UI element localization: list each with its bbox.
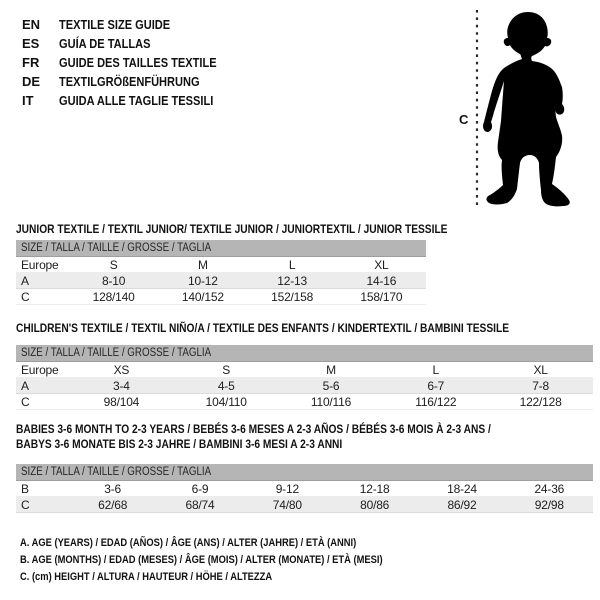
table-row — [16, 481, 593, 497]
table-cell: 140/152 — [181, 289, 224, 304]
lang-row-es — [22, 34, 244, 53]
table-cell: 12-13 — [277, 273, 307, 288]
footnote-b — [20, 552, 447, 569]
height-label-c: C — [459, 112, 469, 127]
table-cell: 68/74 — [185, 497, 215, 512]
table-size-header — [16, 240, 426, 257]
lang-row-de — [22, 72, 244, 91]
table-cell: 104/110 — [205, 394, 247, 409]
row-label: Europe — [21, 257, 59, 272]
table-size-header — [16, 464, 593, 481]
table-cell: 74/80 — [272, 497, 302, 512]
table-cell: 9-12 — [275, 481, 299, 496]
lang-label: GUÍA DE TALLAS — [59, 36, 151, 51]
table-size-header-text: SIZE / TALLA / TAILLE / GRÖSSE / TAGLIA — [21, 466, 212, 478]
footnote-text: C. (cm) HEIGHT / ALTURA / HAUTEUR / HÖHE / ALTEZZA — [20, 571, 273, 583]
size-table-children — [16, 345, 593, 410]
lang-code: FR — [22, 55, 40, 70]
table-row — [16, 497, 593, 513]
baby-silhouette — [483, 12, 570, 206]
footnote-a — [20, 535, 447, 552]
row-label: C — [21, 497, 30, 512]
table-cell: L — [288, 257, 296, 272]
lang-label: GUIDA ALLE TAGLIE TESSILI — [59, 93, 214, 108]
table-row — [16, 378, 593, 394]
table-cell: M — [326, 362, 336, 377]
table-cell: XL — [374, 257, 389, 272]
lang-code: EN — [22, 17, 41, 32]
lang-label: TEXTILGRÖßENFÜHRUNG — [59, 74, 200, 89]
table-cell: 12-18 — [359, 481, 390, 496]
lang-row-it — [22, 91, 244, 110]
footnote-text: A. AGE (YEARS) / EDAD (AÑOS) / ÂGE (ANS) / ALTER (JAHRE) / ETÀ (ANNI) — [20, 537, 357, 549]
table-size-header — [16, 345, 593, 362]
section-babies — [16, 422, 593, 513]
table-cell: 4-5 — [217, 378, 235, 393]
table-cell: 80/86 — [360, 497, 390, 512]
footnote-text: B. AGE (MONTHS) / EDAD (MESES) / ÂGE (MOIS) / ALTER (MONATE) / ETÀ (MESI) — [20, 554, 383, 566]
size-table-babies — [16, 464, 593, 513]
table-cell: 152/158 — [271, 289, 314, 304]
section-title — [16, 222, 448, 237]
section-children — [16, 321, 593, 410]
baby-height-figure — [450, 5, 576, 210]
table-cell: 6-7 — [427, 378, 445, 393]
section-title — [16, 422, 593, 452]
table-cell: 7-8 — [532, 378, 549, 393]
table-row — [16, 257, 426, 273]
lang-code: DE — [22, 74, 41, 89]
table-size-header-text: SIZE / TALLA / TAILLE / GRÖSSE / TAGLIA — [21, 242, 212, 254]
table-size-header-text: SIZE / TALLA / TAILLE / GRÖSSE / TAGLIA — [21, 347, 212, 359]
baby-figure-svg — [450, 5, 576, 210]
lang-row-en — [22, 15, 244, 34]
table-cell: 14-16 — [366, 273, 397, 288]
section-title-text: JUNIOR TEXTILE / TEXTIL JUNIOR/ TEXTILE JUNIOR / JUNIORTEXTIL / JUNIOR TESSILE — [16, 222, 448, 236]
lang-row-fr — [22, 53, 244, 72]
lang-code: IT — [22, 93, 34, 108]
table-cell: 62/68 — [98, 497, 128, 512]
table-cell: 10-12 — [188, 273, 218, 288]
section-title-text: BABIES 3-6 MONTH TO 2-3 YEARS / BEBÉS 3-6 MESES A 2-3 AÑOS / BÉBÉS 3-6 MOIS À 2-3 ANS / — [16, 422, 491, 436]
table-row — [16, 289, 426, 305]
language-header — [22, 15, 244, 110]
table-row — [16, 273, 426, 289]
row-label: Europe — [21, 362, 59, 377]
table-cell: 3-4 — [113, 378, 130, 393]
footnote-c — [20, 569, 447, 586]
table-row — [16, 362, 593, 378]
footnotes — [20, 535, 447, 586]
table-cell: S — [109, 257, 118, 272]
table-cell: 86/92 — [447, 497, 477, 512]
section-title-text-line2: BABYS 3-6 MONATE BIS 2-3 JAHRE / BAMBINI 3-6 MESI A 2-3 ANNI — [16, 437, 343, 451]
table-cell: 24-36 — [534, 481, 565, 496]
table-cell: 5-6 — [322, 378, 340, 393]
table-cell: XL — [533, 362, 548, 377]
table-cell: 18-24 — [447, 481, 477, 496]
row-label: B — [21, 481, 29, 496]
row-label: A — [21, 273, 29, 288]
table-row — [16, 394, 593, 410]
table-cell: S — [222, 362, 231, 377]
size-table-junior — [16, 240, 426, 305]
table-cell: XS — [113, 362, 130, 377]
lang-label: GUIDE DES TAILLES TEXTILE — [59, 55, 217, 70]
table-cell: 6-9 — [191, 481, 209, 496]
section-title — [16, 321, 593, 336]
table-cell: 110/116 — [310, 394, 352, 409]
row-label: C — [21, 289, 30, 304]
table-cell: 92/98 — [534, 497, 564, 512]
section-title-text: CHILDREN'S TEXTILE / TEXTIL NIÑO/A / TEXTILE DES ENFANTS / KINDERTEXTIL / BAMBINI TESSILE — [16, 321, 510, 335]
table-cell: 116/122 — [415, 394, 457, 409]
section-junior — [16, 222, 448, 305]
table-cell: 8-10 — [102, 273, 126, 288]
table-cell: 98/104 — [103, 394, 140, 409]
lang-label: TEXTILE SIZE GUIDE — [59, 17, 171, 32]
row-label: C — [21, 394, 30, 409]
table-cell: 122/128 — [519, 394, 562, 409]
table-cell: 3-6 — [104, 481, 122, 496]
row-label: A — [21, 378, 29, 393]
table-cell: M — [197, 257, 208, 272]
table-cell: 128/140 — [92, 289, 135, 304]
table-cell: L — [432, 362, 440, 377]
lang-code: ES — [22, 36, 40, 51]
table-cell: 158/170 — [360, 289, 403, 304]
